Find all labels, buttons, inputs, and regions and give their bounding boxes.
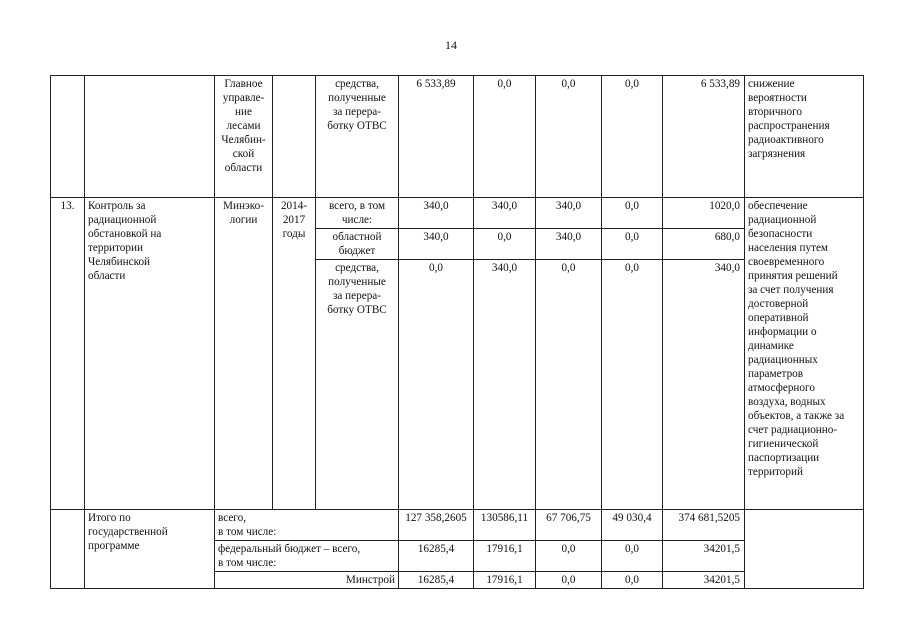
page-number: 14 xyxy=(445,38,457,52)
value-cell: 0,0 xyxy=(602,260,663,510)
value-total-cell: 374 681,5205 xyxy=(663,510,745,541)
funding-source-cell: федеральный бюджет – всего, в том числе: xyxy=(215,541,399,572)
table-row xyxy=(51,510,864,541)
value-cell: 0,0 xyxy=(474,229,536,260)
value-cell: 340,0 xyxy=(474,198,536,229)
value-cell: 0,0 xyxy=(536,260,602,510)
value-total-cell: 680,0 xyxy=(663,229,745,260)
value-cell: 0,0 xyxy=(536,572,602,589)
table-row xyxy=(51,76,864,198)
value-cell: 16285,4 xyxy=(399,572,474,589)
value-cell: 49 030,4 xyxy=(602,510,663,541)
value-cell: 340,0 xyxy=(474,260,536,510)
executor-cell: Главное управле- ние лесами Челябин- ской области xyxy=(215,76,273,198)
value-total-cell: 34201,5 xyxy=(663,572,745,589)
value-cell: 67 706,75 xyxy=(536,510,602,541)
value-cell: 0,0 xyxy=(399,260,474,510)
value-cell: 0,0 xyxy=(602,541,663,572)
executor-cell: Минэко- логии xyxy=(215,198,273,510)
funding-source-cell: всего, в том числе: xyxy=(215,510,399,541)
value-cell: 340,0 xyxy=(536,198,602,229)
value-total-cell: 1020,0 xyxy=(663,198,745,229)
value-total-cell: 6 533,89 xyxy=(663,76,745,198)
funding-source-cell: областной бюджет xyxy=(316,229,399,260)
table-row xyxy=(51,198,864,229)
value-cell: 127 358,2605 xyxy=(399,510,474,541)
value-total-cell: 340,0 xyxy=(663,260,745,510)
row-number-cell: 13. xyxy=(51,198,85,510)
value-cell: 0,0 xyxy=(602,198,663,229)
value-cell: 16285,4 xyxy=(399,541,474,572)
funding-source-cell: средства, полученные за перера- ботку ОТВС xyxy=(316,76,399,198)
value-cell: 340,0 xyxy=(399,229,474,260)
funding-source-cell: Минстрой xyxy=(215,572,399,589)
value-cell: 340,0 xyxy=(536,229,602,260)
value-cell: 0,0 xyxy=(602,76,663,198)
row-number-cell xyxy=(51,76,85,198)
value-cell: 0,0 xyxy=(602,572,663,589)
value-cell: 340,0 xyxy=(399,198,474,229)
event-name-cell xyxy=(85,76,215,198)
value-cell: 17916,1 xyxy=(474,572,536,589)
value-cell: 0,0 xyxy=(536,541,602,572)
row-number-cell xyxy=(51,510,85,589)
value-total-cell: 34201,5 xyxy=(663,541,745,572)
funding-source-cell: средства, полученные за перера- ботку ОТВС xyxy=(316,260,399,510)
expected-result-cell xyxy=(745,510,864,589)
totals-label-cell: Итого по государственной программе xyxy=(85,510,215,589)
value-cell: 17916,1 xyxy=(474,541,536,572)
expected-result-cell: снижение вероятности вторичного распространения радиоактивного загрязнения xyxy=(745,76,864,198)
expected-result-cell: обеспечение радиационной безопасности населения путем своевременного принятия решений за счет получения достоверной оперативной информации о динамике радиационных параметров атмосферного воздуха, водных объектов, а также за счет радиационно- гигиенической паспортизации территорий xyxy=(745,198,864,510)
funding-source-cell: всего, в том числе: xyxy=(316,198,399,229)
period-cell xyxy=(273,76,316,198)
program-table xyxy=(50,75,864,589)
value-cell: 0,0 xyxy=(536,76,602,198)
event-name-cell: Контроль за радиационной обстановкой на территории Челябинской области xyxy=(85,198,215,510)
value-cell: 6 533,89 xyxy=(399,76,474,198)
value-cell: 130586,11 xyxy=(474,510,536,541)
value-cell: 0,0 xyxy=(474,76,536,198)
period-cell: 2014- 2017 годы xyxy=(273,198,316,510)
value-cell: 0,0 xyxy=(602,229,663,260)
